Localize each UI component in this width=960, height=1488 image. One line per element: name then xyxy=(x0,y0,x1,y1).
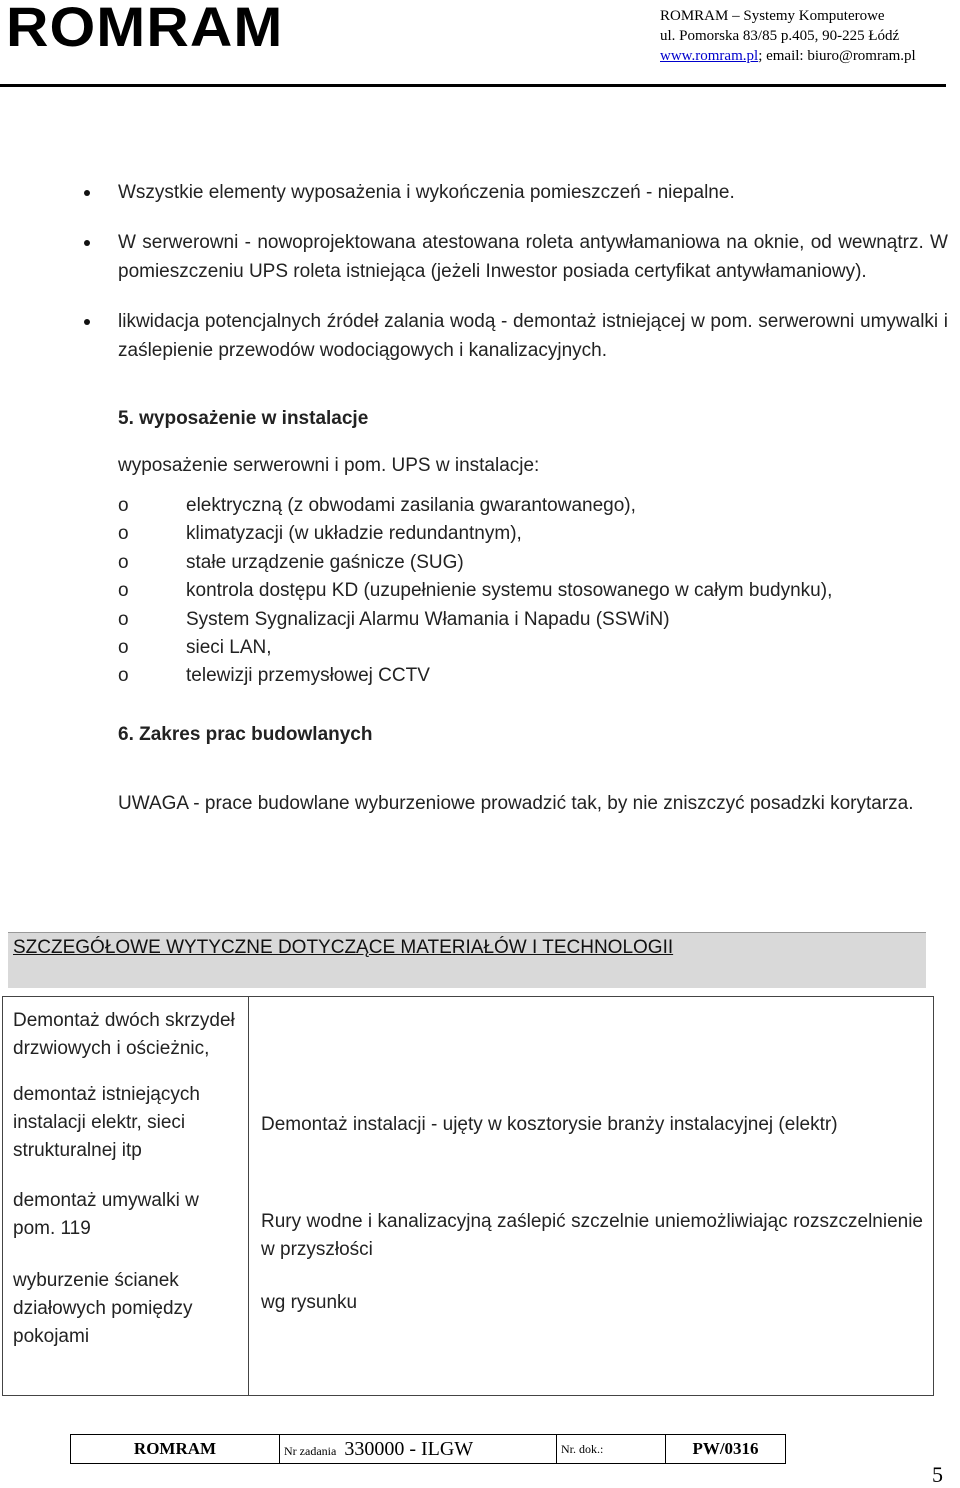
scope-item: demontaż istniejących instalacji elektr, sieci strukturalnej itp xyxy=(13,1084,200,1161)
document-footer xyxy=(70,1434,786,1464)
company-address: ul. Pomorska 83/85 p.405, 90-225 Łódź xyxy=(660,28,900,44)
scope-item: Demontaż dwóch skrzydeł drzwiowych i ościeżnic, xyxy=(13,1010,235,1059)
description-item: wg rysunku xyxy=(261,1292,358,1313)
list-item: o elektryczną (z obwodami zasilania gwarantowanego), xyxy=(118,492,832,520)
warning-note: UWAGA - prace budowlane wyburzeniowe prowadzić tak, by nie zniszczyć posadzki korytarza. xyxy=(118,793,914,814)
list-item: o sieci LAN, xyxy=(118,634,832,662)
task-number: 330000 - ILGW xyxy=(344,1437,474,1460)
list-item: o kontrola dostępu KD (uzupełnienie systemu stosowanego w całym budynku), xyxy=(118,577,832,605)
page-number: 5 xyxy=(932,1462,943,1487)
scope-cell xyxy=(3,997,249,1396)
list-item: o telewizji przemysłowej CCTV xyxy=(118,662,832,690)
company-logo: ROMRAM xyxy=(6,0,284,58)
company-contact xyxy=(660,46,916,66)
list-item: Wszystkie elementy wyposażenia i wykończenia pomieszczeń - niepalne. xyxy=(84,178,948,207)
circle-marker-icon: o xyxy=(118,495,129,516)
scope-item: wyburzenie ścianek działowych pomiędzy pokojami xyxy=(13,1270,193,1347)
description-cell xyxy=(249,997,934,1396)
circle-marker-icon: o xyxy=(118,608,129,630)
section-5-heading: 5. wyposażenie w instalacje xyxy=(118,408,369,429)
circle-marker-icon: o xyxy=(118,523,129,545)
header-divider xyxy=(0,84,946,87)
description-item: Rury wodne i kanalizacyjną zaślepić szczelnie uniemożliwiając rozszczelnienie w przyszłości xyxy=(261,1211,923,1260)
guidelines-header xyxy=(8,932,926,988)
section-6-heading: 6. Zakres prac budowlanych xyxy=(118,724,373,745)
scope-item: demontaż umywalki w pom. 119 xyxy=(13,1190,199,1239)
requirements-list xyxy=(84,178,948,386)
list-item: likwidacja potencjalnych źródeł zalania wodą - demontaż istniejącej w pom. serwerowni umywalki i zaślepienie przewodów wodociągowych i kanalizacyjnych. xyxy=(84,307,948,365)
circle-marker-icon: o xyxy=(118,636,129,658)
email-text: ; email: biuro@romram.pl xyxy=(758,48,916,64)
doc-number: PW/0316 xyxy=(666,1435,786,1464)
circle-marker-icon: o xyxy=(118,580,129,602)
task-label: Nr zadania xyxy=(284,1443,337,1458)
bullet-icon xyxy=(84,240,90,246)
circle-marker-icon: o xyxy=(118,551,129,573)
company-name: ROMRAM – Systemy Komputerowe xyxy=(660,8,885,24)
list-item: o System Sygnalizacji Alarmu Włamania i Napadu (SSWiN) xyxy=(118,606,832,634)
circle-marker-icon: o xyxy=(118,665,129,687)
website-link[interactable]: www.romram.pl xyxy=(660,48,759,64)
footer-company: ROMRAM xyxy=(71,1435,280,1464)
description-item: Demontaż instalacji - ujęty w kosztorysie branży instalacyjnej (elektr) xyxy=(261,1114,838,1135)
bullet-icon xyxy=(84,319,90,325)
bullet-icon xyxy=(84,190,90,196)
installations-list xyxy=(118,492,832,691)
section-5-intro: wyposażenie serwerowni i pom. UPS w instalacje: xyxy=(118,455,540,476)
footer-task xyxy=(280,1435,557,1464)
list-item: o stałe urządzenie gaśnicze (SUG) xyxy=(118,549,832,577)
guidelines-table xyxy=(2,996,934,1396)
list-item: o klimatyzacji (w układzie redundantnym), xyxy=(118,520,832,548)
company-info xyxy=(660,6,916,66)
guidelines-title: SZCZEGÓŁOWE WYTYCZNE DOTYCZĄCE MATERIAŁÓW I TECHNOLOGII xyxy=(13,937,674,958)
list-item: W serwerowni - nowoprojektowana atestowana roleta antywłamaniowa na oknie, od wewnątrz. W pomieszczeniu UPS roleta istniejąca (jeżeli Inwestor posiada certyfikat antywłamaniowy). xyxy=(84,228,948,286)
doc-label: Nr. dok.: xyxy=(557,1435,666,1464)
